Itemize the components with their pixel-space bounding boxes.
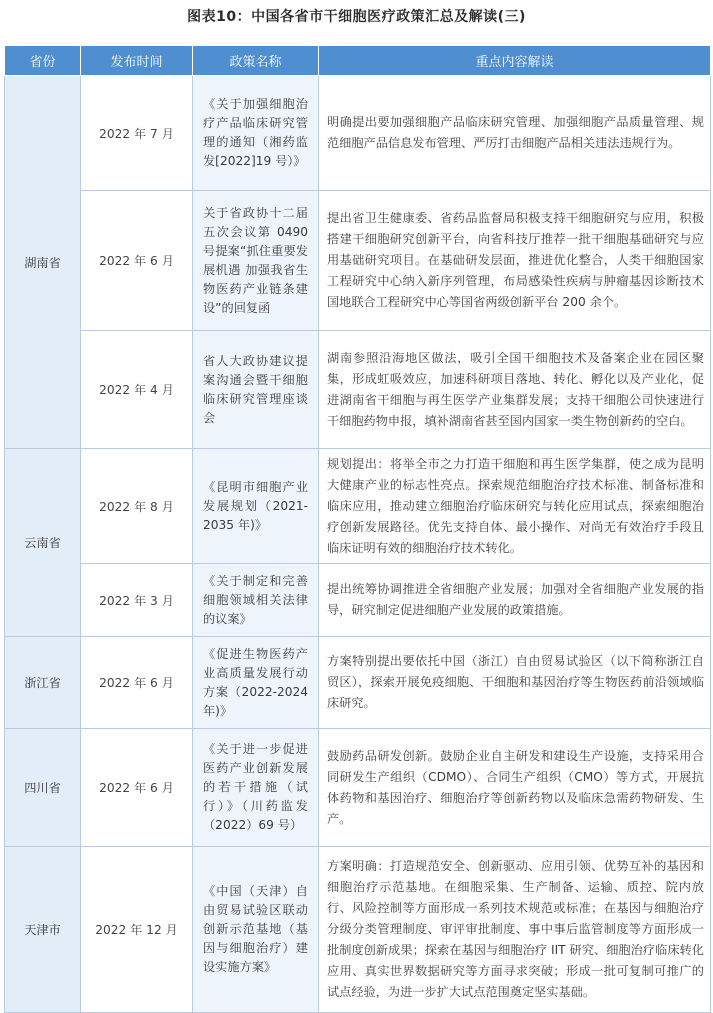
province-cell: 湖南省 [5,76,81,449]
date-cell: 2022 年 12 月 [81,847,193,1013]
date-cell: 2022 年 6 月 [81,637,193,729]
policy-cell: 《中国（天津）自由贸易试验区联动创新示范基地（基因与细胞治疗）建设实施方案》 [193,847,319,1013]
date-cell: 2022 年 7 月 [81,76,193,191]
date-cell: 2022 年 8 月 [81,449,193,564]
content-cell: 方案明确：打造规范安全、创新驱动、应用引领、优势互补的基因和细胞治疗示范基地。在细胞采集、生产制备、运输、质控、院内放行、风险控制等方面形成一系列技术规范或标准；在基因与细胞治疗分级分类管理制度、审评审批制度、事中事后监管制度等方面形成一批制度创新成果；探索在基因与细胞治疗 IIT 研究、细胞治疗临床转化应用、真实世界数据研究等方面寻求突破；形成一批可复制可推广的试点经验，为进一步扩大试点范围奠定坚实基础。 [319,847,711,1013]
policy-cell: 《关于进一步促进医药产业创新发展的若干措施（试行）》（川药监发（2022）69 号） [193,729,319,847]
header-policy: 政策名称 [193,46,319,76]
header-content: 重点内容解读 [319,46,711,76]
province-cell: 浙江省 [5,637,81,729]
table-row [5,729,711,847]
content-cell: 明确提出要加强细胞产品临床研究管理、加强细胞产品质量管理、规范细胞产品信息发布管理、严厉打击细胞产品相关违法违规行为。 [319,76,711,191]
policy-cell: 省人大政协建议提案沟通会暨干细胞临床研究管理座谈会 [193,331,319,449]
province-cell: 四川省 [5,729,81,847]
policy-cell: 关于省政协十二届五次会议第 0490 号提案“抓住重要发展机遇 加强我省生物医药产业链条建设”的回复函 [193,191,319,331]
content-cell: 方案特别提出要依托中国（浙江）自由贸易试验区（以下简称浙江自贸区），探索开展免疫细胞、干细胞和基因治疗等生物医药前沿领域临床研究。 [319,637,711,729]
policy-cell: 《关于加强细胞治疗产品临床研究管理的通知（湘药监发[2022]19 号）》 [193,76,319,191]
date-cell: 2022 年 6 月 [81,729,193,847]
page-title: 图表10：中国各省市干细胞医疗政策汇总及解读(三) [187,9,526,25]
content-cell: 提出省卫生健康委、省药品监督局积极支持干细胞研究与应用，积极搭建干细胞研究创新平台，向省科技厅推荐一批干细胞基础研究与应用基础研究项目。在基础研发层面，推进优化整合，人类干细胞国家工程研究中心纳入新序列管理，布局感染性疾病与肿瘤基因诊断技术国地联合工程研究中心等国省两级创新平台 200 余个。 [319,191,711,331]
date-cell: 2022 年 3 月 [81,564,193,637]
policy-cell: 《昆明市细胞产业发展规划（2021-2035 年)》 [193,449,319,564]
date-cell: 2022 年 6 月 [81,191,193,331]
table-row [5,191,711,331]
header-province: 省份 [5,46,81,76]
table-row [5,637,711,729]
province-cell: 天津市 [5,847,81,1013]
content-cell: 规划提出：将举全市之力打造干细胞和再生医学集群，使之成为昆明大健康产业的标志性亮点。探索规范细胞治疗技术标准、制备标准和临床应用，推动建立细胞治疗临床研究与转化应用试点，探索细胞治疗创新发展路径。优先支持自体、最小操作、对尚无有效治疗手段且临床证明有效的细胞治疗技术转化。 [319,449,711,564]
table-row [5,564,711,637]
content-cell: 提出统筹协调推进全省细胞产业发展；加强对全省细胞产业发展的指导，研究制定促进细胞产业发展的政策措施。 [319,564,711,637]
date-cell: 2022 年 4 月 [81,331,193,449]
table-header-row [5,46,711,76]
province-cell: 云南省 [5,449,81,637]
policy-cell: 《促进生物医药产业高质量发展行动方案（2022-2024 年)》 [193,637,319,729]
header-date: 发布时间 [81,46,193,76]
policy-table [4,45,711,1013]
content-cell: 鼓励药品研发创新。鼓励企业自主研发和建设生产设施，支持采用合同研发生产组织（CDMO）、合同生产组织（CMO）等方式，开展抗体药物和基因治疗、细胞治疗等创新药物以及临床急需药物研发、生产。 [319,729,711,847]
content-cell: 湖南参照沿海地区做法，吸引全国干细胞技术及备案企业在园区聚集，形成虹吸效应，加速科研项目落地、转化、孵化以及产业化，促进湖南省干细胞与再生医学产业集群发展；支持干细胞公司快速进行干细胞药物申报，填补湖南省甚至国内国家一类生物创新药的空白。 [319,331,711,449]
table-row [5,449,711,564]
table-row [5,76,711,191]
table-row [5,331,711,449]
table-row [5,847,711,1013]
policy-cell: 《关于制定和完善细胞领域相关法律的议案》 [193,564,319,637]
